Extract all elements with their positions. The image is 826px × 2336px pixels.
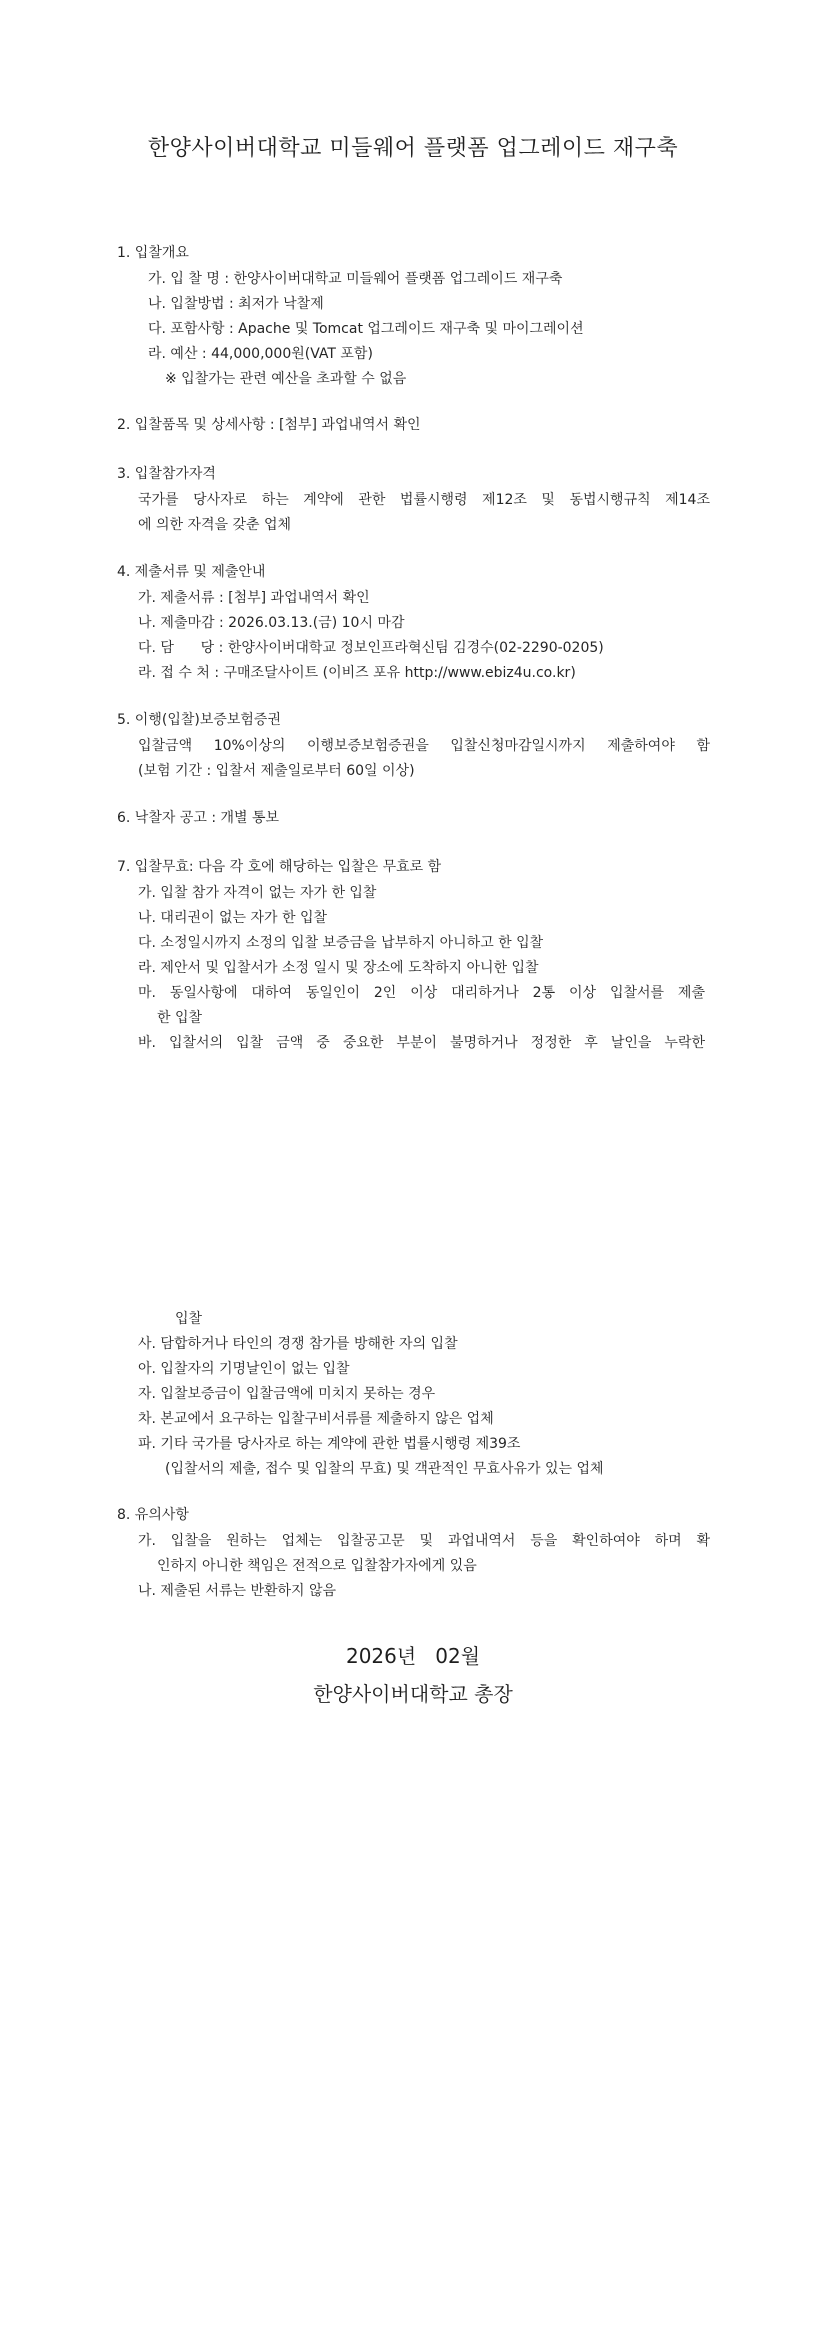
section-7-item-a: 가. 입찰 참가 자격이 없는 자가 한 입찰 bbox=[138, 885, 377, 901]
section-8-heading: 8. 유의사항 bbox=[117, 1507, 189, 1523]
section-1-item-b: 나. 입찰방법 : 최저가 낙찰제 bbox=[148, 296, 324, 312]
section-4-item-c: 다. 담 당 : 한양사이버대학교 정보인프라혁신팀 김경수(02-2290-0205) bbox=[138, 640, 604, 656]
section-5-paragraph-line-2: (보험 기간 : 입찰서 제출일로부터 60일 이상) bbox=[138, 763, 415, 779]
section-1-item-c: 다. 포함사항 : Apache 및 Tomcat 업그레이드 재구축 및 마이그레이션 bbox=[148, 321, 584, 337]
section-5-heading: 5. 이행(입찰)보증보험증권 bbox=[117, 712, 281, 728]
section-7-item-e-line-2: 한 입찰 bbox=[157, 1010, 203, 1026]
section-1-item-a: 가. 입 찰 명 : 한양사이버대학교 미들웨어 플랫폼 업그레이드 재구축 bbox=[148, 271, 563, 287]
section-3-heading: 3. 입찰참가자격 bbox=[117, 466, 216, 482]
section-7-item-e-line-1: 마. 동일사항에 대하여 동일인이 2인 이상 대리하거나 2통 이상 입찰서를 제출 bbox=[138, 985, 705, 1001]
section-4-item-a: 가. 제출서류 : [첨부] 과업내역서 확인 bbox=[138, 590, 370, 606]
section-3-paragraph-line-1: 국가를 당사자로 하는 계약에 관한 법률시행령 제12조 및 동법시행규칙 제14조 bbox=[138, 492, 710, 508]
section-7-item-b: 나. 대리권이 없는 자가 한 입찰 bbox=[138, 910, 327, 926]
section-7-item-k-line-2: (입찰서의 제출, 접수 및 입찰의 무효) 및 객관적인 무효사유가 있는 업체 bbox=[165, 1461, 604, 1477]
section-1-item-d: 라. 예산 : 44,000,000원(VAT 포함) bbox=[148, 346, 373, 362]
section-4-heading: 4. 제출서류 및 제출안내 bbox=[117, 564, 266, 580]
section-7-item-j: 차. 본교에서 요구하는 입찰구비서류를 제출하지 않은 업체 bbox=[138, 1411, 494, 1427]
section-7-item-f-line-2: 입찰 bbox=[175, 1311, 203, 1327]
section-4-item-d: 라. 접 수 처 : 구매조달사이트 (이비즈 포유 http://www.ebiz4u.co.kr) bbox=[138, 665, 576, 681]
section-7-heading: 7. 입찰무효: 다음 각 호에 해당하는 입찰은 무효로 함 bbox=[117, 859, 442, 875]
section-4-item-b: 나. 제출마감 : 2026.03.13.(금) 10시 마감 bbox=[138, 615, 405, 631]
section-7-item-f-line-1: 바. 입찰서의 입찰 금액 중 중요한 부분이 불명하거나 정정한 후 날인을 누락한 bbox=[138, 1035, 705, 1051]
section-5-paragraph-line-1: 입찰금액 10%이상의 이행보증보험증권을 입찰신청마감일시까지 제출하여야 함 bbox=[138, 738, 710, 754]
section-8-item-a-line-1: 가. 입찰을 원하는 업체는 입찰공고문 및 과업내역서 등을 확인하여야 하며 확 bbox=[138, 1533, 710, 1549]
section-7-item-c: 다. 소정일시까지 소정의 입찰 보증금을 납부하지 아니하고 한 입찰 bbox=[138, 935, 544, 951]
section-7-item-g: 사. 담합하거나 타인의 경쟁 참가를 방해한 자의 입찰 bbox=[138, 1336, 458, 1352]
signer-title: 한양사이버대학교 총장 bbox=[313, 1682, 513, 1706]
section-7-item-k: 파. 기타 국가를 당사자로 하는 계약에 관한 법률시행령 제39조 bbox=[138, 1436, 521, 1452]
section-8-item-b: 나. 제출된 서류는 반환하지 않음 bbox=[138, 1583, 337, 1599]
section-1-note: ※ 입찰가는 관련 예산을 초과할 수 없음 bbox=[165, 371, 407, 387]
section-7-item-i: 자. 입찰보증금이 입찰금액에 미치지 못하는 경우 bbox=[138, 1386, 436, 1402]
section-2-heading: 2. 입찰품목 및 상세사항 : [첨부] 과업내역서 확인 bbox=[117, 417, 421, 433]
section-7-item-d: 라. 제안서 및 입찰서가 소정 일시 및 장소에 도착하지 아니한 입찰 bbox=[138, 960, 539, 976]
document-title: 한양사이버대학교 미들웨어 플랫폼 업그레이드 재구축 bbox=[147, 136, 679, 161]
issue-date: 2026년 02월 bbox=[345, 1644, 481, 1668]
section-7-item-h: 아. 입찰자의 기명날인이 없는 입찰 bbox=[138, 1361, 350, 1377]
section-1-heading: 1. 입찰개요 bbox=[117, 245, 189, 261]
section-6-heading: 6. 낙찰자 공고 : 개별 통보 bbox=[117, 810, 280, 826]
section-3-paragraph-line-2: 에 의한 자격을 갖춘 업체 bbox=[138, 517, 292, 533]
section-8-item-a-line-2: 인하지 아니한 책임은 전적으로 입찰참가자에게 있음 bbox=[157, 1558, 477, 1574]
